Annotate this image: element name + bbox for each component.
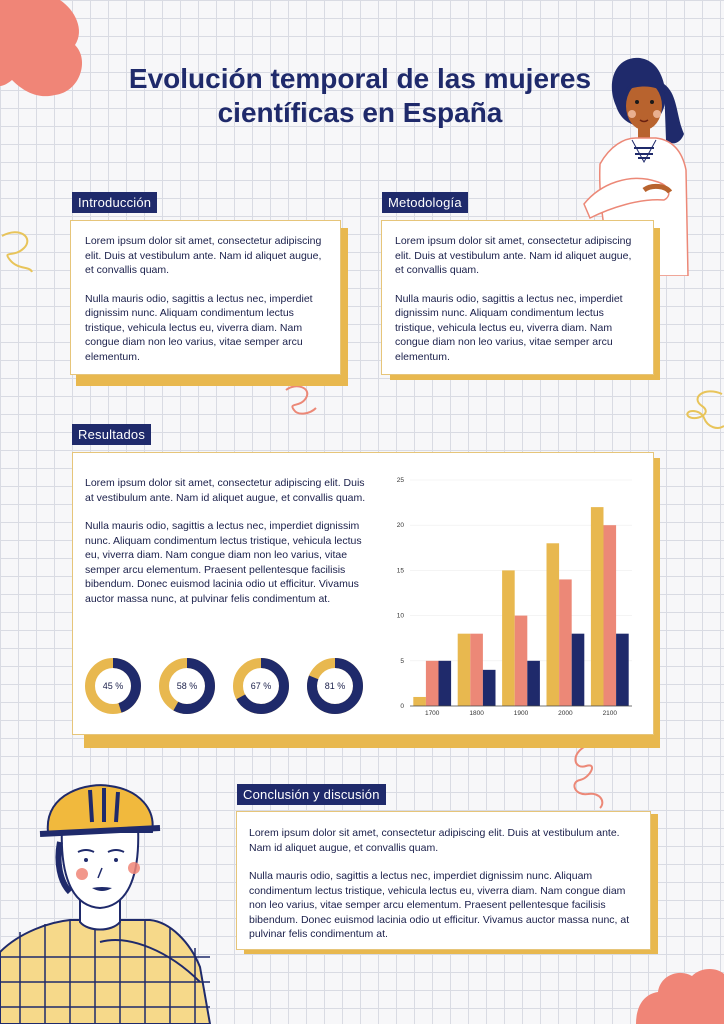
results-bar-chart: [392, 472, 642, 722]
intro-heading: Introducción: [72, 192, 157, 213]
y-tick-label: 15: [396, 567, 404, 575]
bar: [439, 661, 452, 706]
y-tick-label: 5: [400, 657, 404, 665]
results-paragraph-2: Nulla mauris odio, sagittis a lectus nec, imperdiet dignissim nunc. Aliquam condimentum lectus tristique, vehicula lectus eu, viverra diam. Nam congue diam non leo varius, vitae semper arcu elementum. Praesent pellentesque facilisis bibendum. Donec euismod lacinia odio ut efficitur. Vivamus auctor massa nunc, at pulvinar felis condimentum at.: [85, 520, 362, 605]
bar: [547, 543, 560, 706]
donut-chart-1: [84, 657, 142, 715]
intro-paragraph-1: Lorem ipsum dolor sit amet, consectetur adipiscing elit. Duis at vestibulum ante. Nam id aliquet augue, et convallis quam.: [85, 235, 322, 276]
woman-worker-illustration: [0, 782, 212, 1024]
bar: [515, 616, 528, 706]
method-paragraph-1: Lorem ipsum dolor sit amet, consectetur adipiscing elit. Duis at vestibulum ante. Nam id aliquet augue, et convallis quam.: [395, 235, 632, 276]
bar: [616, 634, 629, 706]
donut-chart-4: [306, 657, 364, 715]
donut-label-2: 58 %: [176, 681, 198, 691]
decor-squiggle-left: [0, 226, 36, 276]
donut-label-4: 81 %: [324, 681, 346, 691]
decor-blob-bottom-right: [636, 966, 724, 1024]
y-tick-label: 10: [396, 612, 404, 620]
donut-chart-3: [232, 657, 290, 715]
x-tick-label: 1900: [513, 710, 529, 717]
results-paragraph-1: Lorem ipsum dolor sit amet, consectetur adipiscing elit. Duis at vestibulum ante. Nam id aliquet augue, et convallis quam.: [85, 477, 366, 504]
x-tick-label: 2100: [602, 710, 618, 717]
bar: [426, 661, 439, 706]
bar: [458, 634, 471, 706]
intro-paragraph-2: Nulla mauris odio, sagittis a lectus nec, imperdiet dignissim nunc. Aliquam condimentum lectus tristique, vehicula lectus eu, viverra diam. Nam congue diam non leo varius, vitae semper arcu elementum.: [85, 292, 313, 363]
bar: [483, 670, 496, 706]
conclusion-card: [236, 811, 651, 950]
x-tick-label: 1700: [424, 710, 440, 717]
bar: [502, 570, 515, 706]
donut-chart-2: [158, 657, 216, 715]
bar: [604, 525, 617, 706]
x-tick-label: 2000: [558, 710, 573, 717]
results-heading: Resultados: [72, 424, 151, 445]
method-card: [381, 220, 654, 375]
donut-label-3: 67 %: [250, 681, 272, 691]
decor-blob-top-left: [0, 0, 90, 100]
conclusion-heading: Conclusión y discusión: [237, 784, 386, 805]
conclusion-paragraph-1: Lorem ipsum dolor sit amet, consectetur adipiscing elit. Duis at vestibulum ante. Nam id aliquet augue, et convallis quam.: [249, 827, 620, 854]
method-heading: Metodología: [382, 192, 468, 213]
bar: [527, 661, 540, 706]
conclusion-paragraph-2: Nulla mauris odio, sagittis a lectus nec, imperdiet dignissim nunc. Aliquam condimentum lectus tristique, vehicula lectus eu, viverra diam. Nam congue diam non leo varius, vitae semper arcu elementum. Praesent pellentesque facilisis bibendum. Donec euismod lacinia odio ut efficitur. Vivamus auctor massa nunc, at pulvinar felis condimentum at.: [249, 870, 630, 940]
bar: [413, 697, 426, 706]
donut-row: [84, 657, 384, 717]
y-tick-label: 0: [400, 703, 404, 710]
results-text: [85, 476, 375, 620]
donut-label-1: 45 %: [102, 681, 124, 691]
decor-squiggle-lower: [560, 744, 620, 810]
bar: [470, 634, 483, 706]
page-title: Evolución temporal de las mujeres científicas en España: [128, 63, 592, 128]
intro-card: [70, 220, 341, 375]
bar: [572, 634, 585, 706]
method-paragraph-2: Nulla mauris odio, sagittis a lectus nec, imperdiet dignissim nunc. Aliquam condimentum lectus tristique, vehicula lectus eu, viverra diam. Nam congue diam non leo varius, vitae semper arcu elementum.: [395, 292, 623, 363]
y-tick-label: 25: [396, 477, 404, 484]
bar: [559, 579, 572, 706]
bar: [591, 507, 604, 706]
x-tick-label: 1800: [469, 710, 484, 717]
decor-squiggle-right: [684, 386, 724, 434]
decor-squiggle-mid: [282, 380, 322, 420]
y-tick-label: 20: [396, 522, 404, 530]
